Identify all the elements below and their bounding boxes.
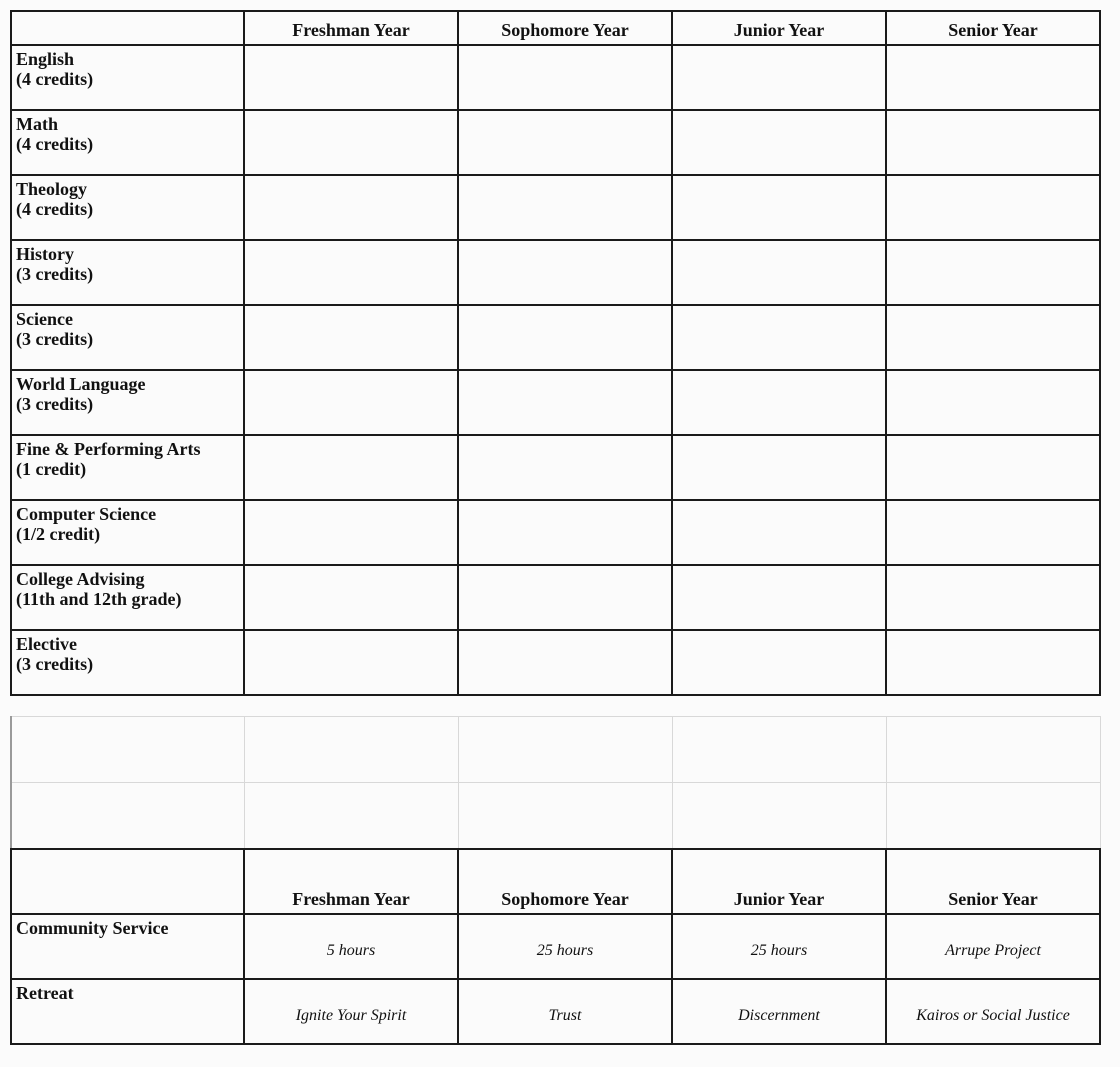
course-row-math — [11, 110, 1100, 175]
activity-value: 25 hours — [672, 914, 886, 979]
subject-requirement: (3 credits) — [16, 654, 94, 674]
freshman-course-cell[interactable] — [244, 175, 458, 240]
freshman-course-cell[interactable] — [244, 630, 458, 695]
subject-requirement: (11th and 12th grade) — [16, 589, 182, 609]
sophomore-course-cell[interactable] — [458, 45, 672, 110]
subject-requirement: (1/2 credit) — [16, 524, 101, 544]
header-freshman: Freshman Year — [244, 849, 458, 914]
subject-cell — [11, 435, 244, 500]
activity-value: 5 hours — [244, 914, 458, 979]
subject-cell — [11, 45, 244, 110]
course-row-history — [11, 240, 1100, 305]
course-row-college-advising — [11, 565, 1100, 630]
subject-name: World Language — [16, 374, 146, 394]
sophomore-course-cell[interactable] — [458, 435, 672, 500]
subject-name: English — [16, 49, 75, 69]
activity-label-cell — [11, 979, 244, 1044]
subject-cell — [11, 240, 244, 305]
activity-label: Community Service — [16, 918, 169, 938]
senior-course-cell[interactable] — [886, 500, 1100, 565]
blank-cell — [11, 783, 244, 849]
subject-cell — [11, 630, 244, 695]
header-sophomore: Sophomore Year — [458, 11, 672, 45]
subject-requirement: (3 credits) — [16, 329, 94, 349]
subject-requirement: (4 credits) — [16, 69, 94, 89]
activities-header-row — [11, 849, 1100, 914]
header-corner-cell — [11, 11, 244, 45]
subject-requirement: (4 credits) — [16, 134, 94, 154]
blank-row — [11, 783, 1101, 849]
freshman-course-cell[interactable] — [244, 435, 458, 500]
junior-course-cell[interactable] — [672, 45, 886, 110]
activity-value: 25 hours — [458, 914, 672, 979]
subject-name: Computer Science — [16, 504, 157, 524]
header-sophomore: Sophomore Year — [458, 849, 672, 914]
course-row-elective — [11, 630, 1100, 695]
activity-label-cell — [11, 914, 244, 979]
junior-course-cell[interactable] — [672, 110, 886, 175]
junior-course-cell[interactable] — [672, 435, 886, 500]
activity-value: Kairos or Social Justice — [886, 979, 1100, 1044]
activity-value: Arrupe Project — [886, 914, 1100, 979]
sophomore-course-cell[interactable] — [458, 240, 672, 305]
subject-requirement: (3 credits) — [16, 394, 94, 414]
course-row-fine-arts — [11, 435, 1100, 500]
blank-cell — [11, 717, 244, 783]
subject-requirement: (3 credits) — [16, 264, 94, 284]
header-corner-cell — [11, 849, 244, 914]
sophomore-course-cell[interactable] — [458, 175, 672, 240]
header-senior: Senior Year — [886, 849, 1100, 914]
sophomore-course-cell[interactable] — [458, 370, 672, 435]
blank-cell — [672, 783, 886, 849]
subject-cell — [11, 110, 244, 175]
subject-name: Elective — [16, 634, 77, 654]
freshman-course-cell[interactable] — [244, 45, 458, 110]
subject-cell — [11, 305, 244, 370]
junior-course-cell[interactable] — [672, 305, 886, 370]
junior-course-cell[interactable] — [672, 500, 886, 565]
subject-cell — [11, 565, 244, 630]
header-junior: Junior Year — [672, 849, 886, 914]
activities-table — [10, 848, 1101, 1045]
sophomore-course-cell[interactable] — [458, 305, 672, 370]
header-freshman: Freshman Year — [244, 11, 458, 45]
activity-value: Trust — [458, 979, 672, 1044]
freshman-course-cell[interactable] — [244, 370, 458, 435]
blank-cell — [244, 783, 458, 849]
subject-name: Fine & Performing Arts — [16, 439, 201, 459]
activity-value: Discernment — [672, 979, 886, 1044]
course-row-theology — [11, 175, 1100, 240]
subject-name: College Advising — [16, 569, 145, 589]
junior-course-cell[interactable] — [672, 370, 886, 435]
subject-cell — [11, 500, 244, 565]
blank-cell — [458, 717, 672, 783]
subject-cell — [11, 175, 244, 240]
subject-name: Math — [16, 114, 58, 134]
junior-course-cell[interactable] — [672, 240, 886, 305]
subject-name: Science — [16, 309, 73, 329]
freshman-course-cell[interactable] — [244, 305, 458, 370]
senior-course-cell[interactable] — [886, 110, 1100, 175]
junior-course-cell[interactable] — [672, 565, 886, 630]
senior-course-cell[interactable] — [886, 565, 1100, 630]
senior-course-cell[interactable] — [886, 175, 1100, 240]
course-row-world-language — [11, 370, 1100, 435]
blank-cell — [458, 783, 672, 849]
blank-cell — [886, 783, 1100, 849]
sophomore-course-cell[interactable] — [458, 630, 672, 695]
subject-requirement: (4 credits) — [16, 199, 94, 219]
senior-course-cell[interactable] — [886, 45, 1100, 110]
header-junior: Junior Year — [672, 11, 886, 45]
senior-course-cell[interactable] — [886, 305, 1100, 370]
sophomore-course-cell[interactable] — [458, 500, 672, 565]
course-header-row — [11, 11, 1100, 45]
sophomore-course-cell[interactable] — [458, 110, 672, 175]
course-row-science — [11, 305, 1100, 370]
subject-name: History — [16, 244, 74, 264]
subject-cell — [11, 370, 244, 435]
activity-value: Ignite Your Spirit — [244, 979, 458, 1044]
activity-row-retreat — [11, 979, 1100, 1044]
junior-course-cell[interactable] — [672, 630, 886, 695]
blank-cell — [244, 717, 458, 783]
activity-row-community-service — [11, 914, 1100, 979]
freshman-course-cell[interactable] — [244, 110, 458, 175]
junior-course-cell[interactable] — [672, 175, 886, 240]
blank-cell — [886, 717, 1100, 783]
senior-course-cell[interactable] — [886, 630, 1100, 695]
course-row-computer-science — [11, 500, 1100, 565]
course-plan-table — [10, 10, 1101, 696]
freshman-course-cell[interactable] — [244, 565, 458, 630]
sophomore-course-cell[interactable] — [458, 565, 672, 630]
subject-name: Theology — [16, 179, 88, 199]
senior-course-cell[interactable] — [886, 370, 1100, 435]
header-senior: Senior Year — [886, 11, 1100, 45]
freshman-course-cell[interactable] — [244, 240, 458, 305]
activity-label: Retreat — [16, 983, 74, 1003]
senior-course-cell[interactable] — [886, 435, 1100, 500]
freshman-course-cell[interactable] — [244, 500, 458, 565]
course-row-english — [11, 45, 1100, 110]
blank-spacer-grid — [10, 716, 1101, 849]
subject-requirement: (1 credit) — [16, 459, 87, 479]
senior-course-cell[interactable] — [886, 240, 1100, 305]
blank-cell — [672, 717, 886, 783]
blank-row — [11, 717, 1101, 783]
